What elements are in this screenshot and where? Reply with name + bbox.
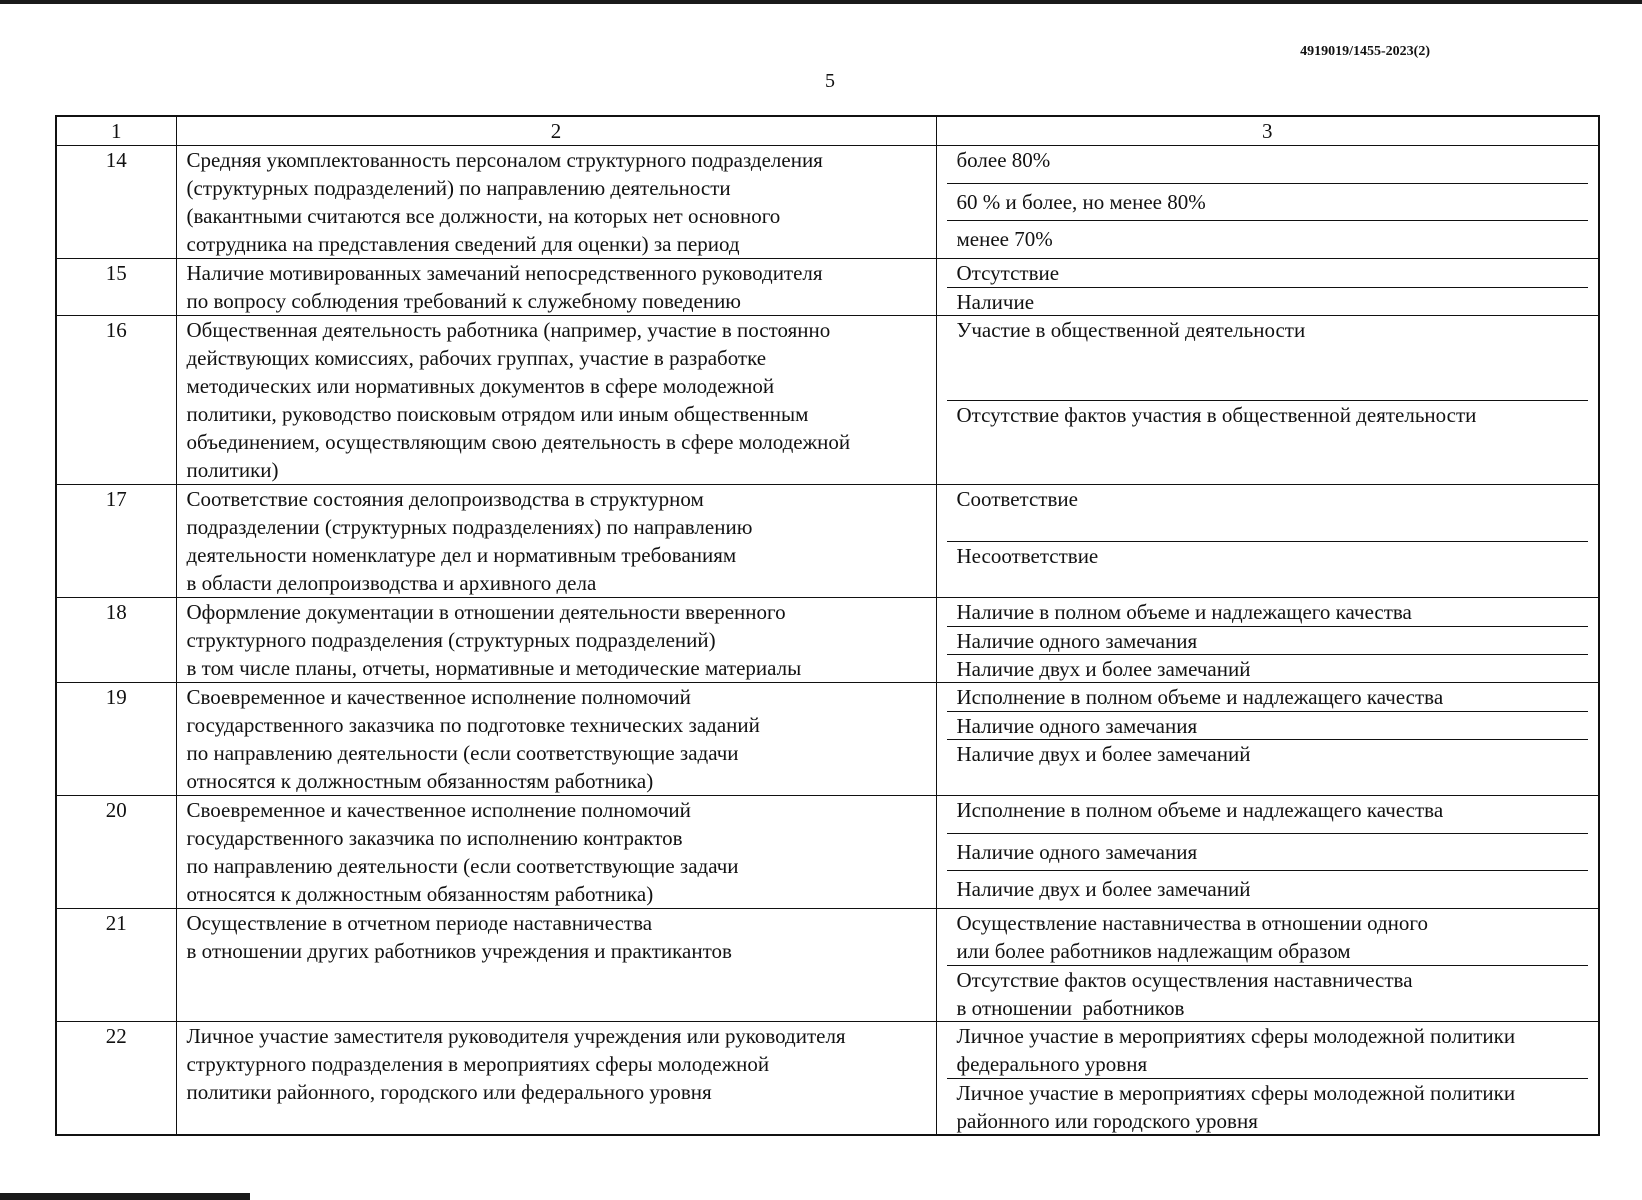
table-row — [56, 146, 1599, 259]
option-item: Соответствие — [956, 487, 1078, 511]
option-item: Личное участие в мероприятиях сферы молодежной политики районного или городского уровня — [947, 1078, 1589, 1134]
row-number: 15 — [56, 259, 176, 316]
row-number: 16 — [56, 316, 176, 485]
table-row — [56, 316, 1599, 485]
option-item: Наличие одного замечания — [947, 711, 1589, 739]
option-item: Наличие одного замечания — [947, 833, 1589, 870]
criterion-text: Общественная деятельность работника (например, участие в постоянно действующих комиссиях, рабочих группах, участие в разработке методических или нормативных документов в сфере молодежной политики, руководство поисковым отрядом или иным общественным объединением, осуществляющим свою деятельность в сфере молодежной политики) — [176, 316, 936, 485]
table-row — [56, 259, 1599, 316]
criterion-text: Средняя укомплектованность персоналом структурного подразделения (структурных подразделений) по направлению деятельности (вакантными считаются все должности, на которых нет основного сотрудника на представления сведений для оценки) за период — [176, 146, 936, 259]
table-row — [56, 485, 1599, 598]
criteria-table — [55, 115, 1600, 1136]
options-cell — [936, 485, 1599, 598]
table-row — [56, 909, 1599, 1022]
criterion-text: Оформление документации в отношении деятельности вверенного структурного подразделения (структурных подразделений) в том числе планы, отчеты, нормативные и методические материалы — [176, 598, 936, 683]
option-item: Исполнение в полном объеме и надлежащего качества — [956, 685, 1444, 709]
row-number: 20 — [56, 796, 176, 909]
table-row — [56, 683, 1599, 796]
option-item: Несоответствие — [947, 541, 1589, 597]
options-cell — [936, 146, 1599, 259]
option-item: 60 % и более, но менее 80% — [947, 183, 1589, 220]
criterion-text: Своевременное и качественное исполнение полномочий государственного заказчика по подготовке технических заданий по направлению деятельности (если соответствующие задачи относятся к должностным обязанностям работника) — [176, 683, 936, 796]
column-header: 3 — [936, 116, 1599, 146]
column-header: 1 — [56, 116, 176, 146]
scan-top-edge — [0, 0, 1642, 4]
page-number: 5 — [825, 70, 835, 92]
row-number: 17 — [56, 485, 176, 598]
option-item: Наличие двух и более замечаний — [947, 739, 1589, 795]
table-row — [56, 796, 1599, 909]
option-item: Наличие двух и более замечаний — [947, 654, 1589, 682]
criterion-text: Своевременное и качественное исполнение полномочий государственного заказчика по исполнению контрактов по направлению деятельности (если соответствующие задачи относятся к должностным обязанностям работника) — [176, 796, 936, 909]
option-item: Наличие двух и более замечаний — [947, 870, 1589, 908]
row-number: 22 — [56, 1022, 176, 1136]
criterion-text: Осуществление в отчетном периоде наставничества в отношении других работников учреждения и практикантов — [176, 909, 936, 1022]
option-item: Отсутствие фактов осуществления наставничества в отношении работников — [947, 965, 1589, 1021]
option-item: Личное участие в мероприятиях сферы молодежной политики федерального уровня — [956, 1024, 1516, 1076]
document-number: 4919019/1455-2023(2) — [1300, 44, 1430, 59]
option-item: Исполнение в полном объеме и надлежащего качества — [956, 798, 1444, 822]
options-cell — [936, 683, 1599, 796]
criterion-text: Наличие мотивированных замечаний непосредственного руководителя по вопросу соблюдения требований к служебному поведению — [176, 259, 936, 316]
criterion-text: Личное участие заместителя руководителя учреждения или руководителя структурного подразделения в мероприятиях сферы молодежной политики районного, городского или федерального уровня — [176, 1022, 936, 1136]
row-number: 19 — [56, 683, 176, 796]
column-header: 2 — [176, 116, 936, 146]
row-number: 18 — [56, 598, 176, 683]
criterion-text: Соответствие состояния делопроизводства в структурном подразделении (структурных подразделениях) по направлению деятельности номенклатуре дел и нормативным требованиям в области делопроизводства и архивного дела — [176, 485, 936, 598]
option-item: Наличие — [947, 287, 1589, 315]
table-row — [56, 598, 1599, 683]
options-cell — [936, 316, 1599, 485]
options-cell — [936, 1022, 1599, 1136]
option-item: более 80% — [956, 148, 1051, 172]
option-item: Отсутствие фактов участия в общественной деятельности — [947, 400, 1589, 484]
option-item: Участие в общественной деятельности — [956, 318, 1306, 342]
option-item: Наличие в полном объеме и надлежащего качества — [956, 600, 1412, 624]
table-row — [56, 1022, 1599, 1136]
scan-bottom-edge — [0, 1193, 250, 1200]
option-item: менее 70% — [947, 220, 1589, 257]
option-item: Наличие одного замечания — [947, 626, 1589, 654]
options-cell — [936, 796, 1599, 909]
options-cell — [936, 598, 1599, 683]
options-cell — [936, 909, 1599, 1022]
options-cell — [936, 259, 1599, 316]
table-header-row — [56, 116, 1599, 146]
row-number: 21 — [56, 909, 176, 1022]
option-item: Отсутствие — [956, 261, 1060, 285]
row-number: 14 — [56, 146, 176, 259]
option-item: Осуществление наставничества в отношении одного или более работников надлежащим образом — [956, 911, 1429, 963]
